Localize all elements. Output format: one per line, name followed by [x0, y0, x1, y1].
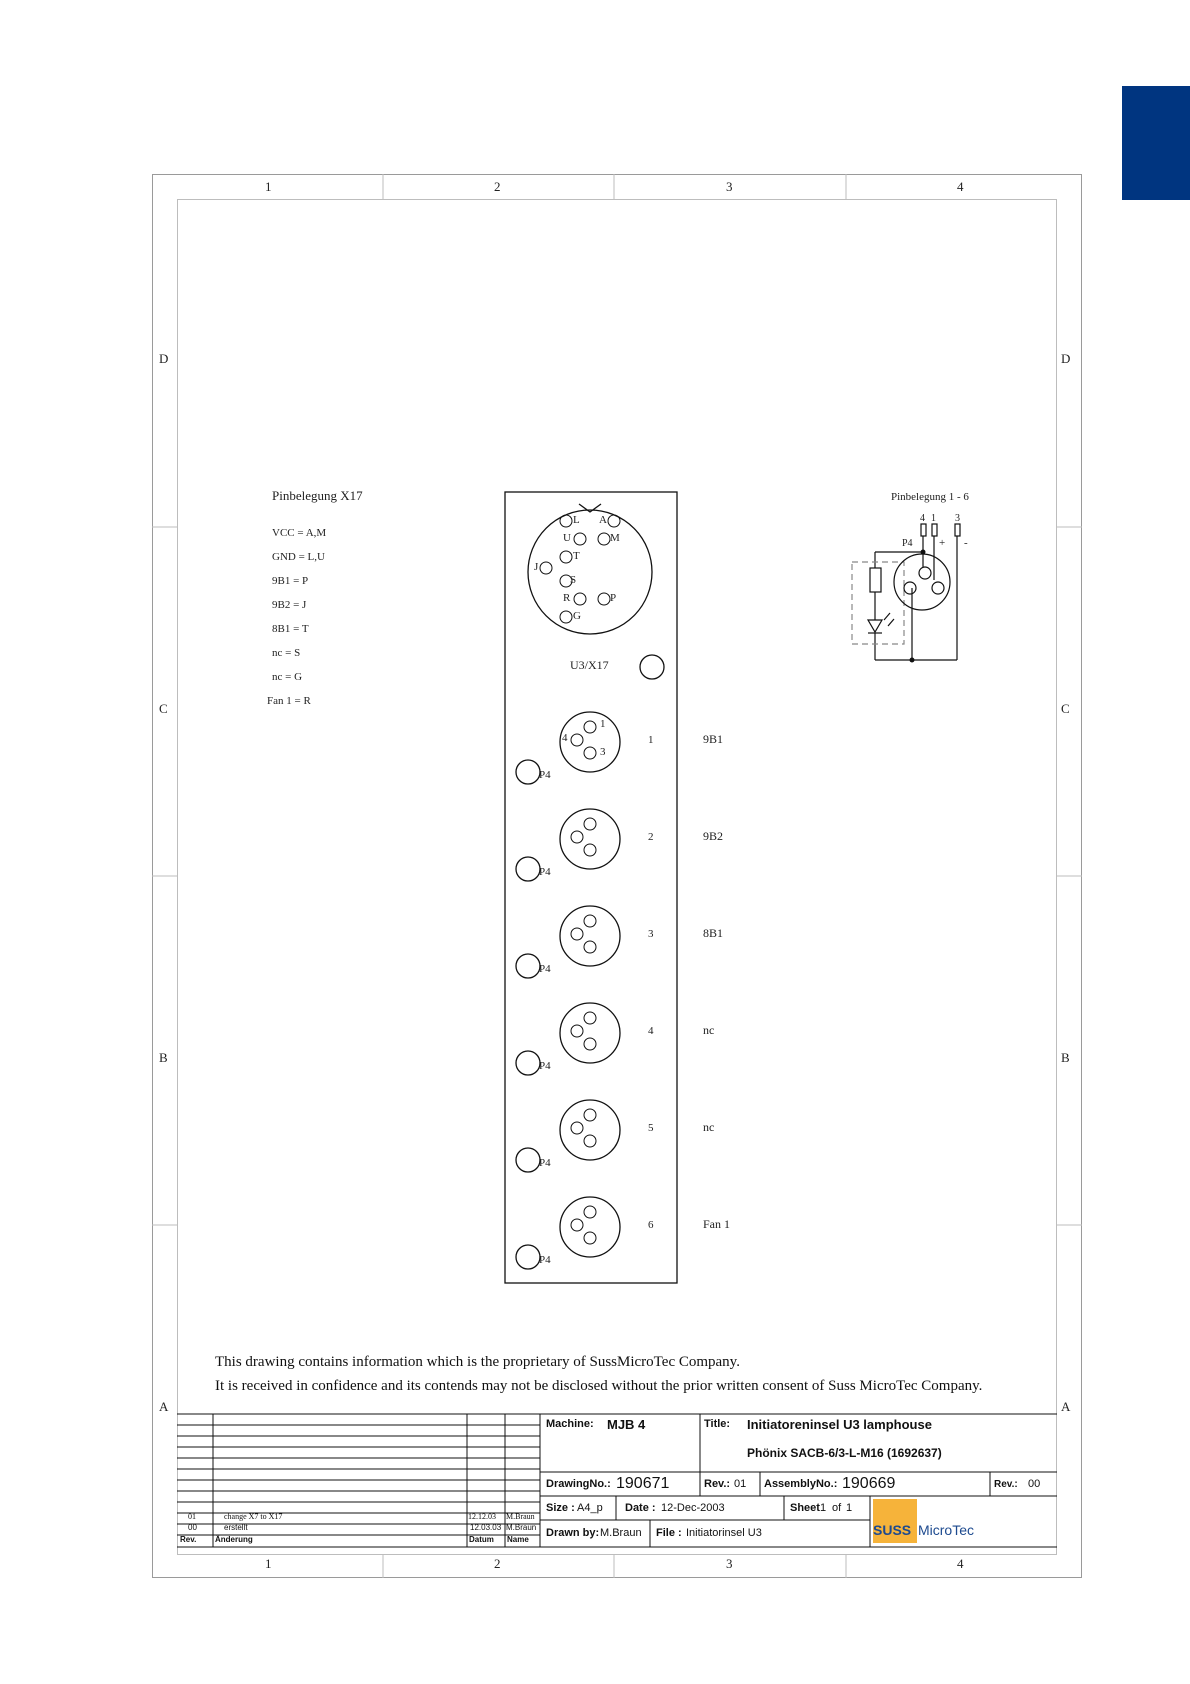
- socket-6-signal: Fan 1: [703, 1217, 730, 1231]
- socket-5-number: 5: [648, 1122, 654, 1134]
- rev-header-rev: Rev.: [180, 1535, 197, 1544]
- rev-label: Rev.:: [704, 1478, 731, 1490]
- machine-value: MJB 4: [607, 1417, 646, 1432]
- zone-col-4-top: 4: [957, 179, 964, 194]
- socket-4-signal: nc: [703, 1023, 715, 1037]
- rev-1-name: M.Braun: [506, 1512, 535, 1521]
- zone-col-2-top: 2: [494, 179, 501, 194]
- notice-line-2: It is received in confidence and its contends may not be disclosed without the prior written consent of Suss MicroTec Company.: [215, 1378, 983, 1394]
- schematic-pin-4: 4: [920, 513, 925, 524]
- title-line-1: Initiatoreninsel U3 lamphouse: [747, 1417, 932, 1432]
- socket-2-number: 2: [648, 831, 654, 843]
- zone-col-3-top: 3: [726, 179, 733, 194]
- main-pin-r: R: [563, 592, 571, 604]
- assembly-no-label: AssemblyNo.:: [764, 1478, 838, 1490]
- title-line-2: Phönix SACB-6/3-L-M16 (1692637): [747, 1446, 942, 1460]
- zone-row-d-left: D: [159, 351, 169, 366]
- rev2-value: 00: [1028, 1478, 1041, 1490]
- drawn-by-label: Drawn by:: [546, 1527, 600, 1539]
- schematic-plus: +: [939, 537, 946, 549]
- schematic-p-label: P4: [902, 538, 913, 549]
- socket-1-signal: 9B1: [703, 732, 724, 746]
- drawn-by-value: M.Braun: [600, 1527, 642, 1539]
- socket-5-p-label: P4: [539, 1157, 551, 1169]
- main-pin-u: U: [563, 532, 571, 544]
- sheet-label: Sheet: [790, 1502, 820, 1514]
- logo-suss: SUSS: [873, 1522, 912, 1538]
- schematic-minus: -: [964, 537, 968, 549]
- zone-row-c-left: C: [159, 701, 168, 716]
- socket-1-pin-3: 3: [600, 746, 606, 758]
- socket-4-number: 4: [648, 1025, 654, 1037]
- date-value: 12-Dec-2003: [661, 1502, 725, 1514]
- rev-1-rev: 01: [188, 1512, 196, 1521]
- rev-2-date: 12.03.03: [470, 1523, 502, 1532]
- main-pin-g: G: [573, 610, 581, 622]
- zone-col-3-bottom: 3: [726, 1556, 733, 1571]
- socket-1-pin-1: 1: [600, 718, 606, 730]
- size-label: Size :: [546, 1502, 575, 1514]
- pin-row-4: 9B2 = J: [272, 599, 307, 611]
- socket-6-number: 6: [648, 1219, 654, 1231]
- main-pin-s: S: [570, 574, 577, 586]
- pin-row-2: GND = L,U: [272, 551, 325, 563]
- zone-col-1-bottom: 1: [265, 1556, 272, 1571]
- zone-row-b-right: B: [1061, 1050, 1070, 1065]
- rev-1-change: change X7 to X17: [224, 1512, 283, 1521]
- pin-row-6: nc = S: [272, 647, 301, 659]
- schematic-title: Pinbelegung 1 - 6: [891, 491, 969, 503]
- socket-5-signal: nc: [703, 1120, 715, 1134]
- pin-row-5: 8B1 = T: [272, 623, 309, 635]
- zone-row-b-left: B: [159, 1050, 168, 1065]
- socket-3-signal: 8B1: [703, 926, 724, 940]
- assembly-no-value: 190669: [842, 1475, 896, 1492]
- size-value: A4_p: [577, 1502, 603, 1514]
- rev-header-date: Datum: [469, 1535, 494, 1544]
- pin-row-1: VCC = A,M: [272, 527, 327, 539]
- zone-row-c-right: C: [1061, 701, 1070, 716]
- socket-4-p-label: P4: [539, 1060, 551, 1072]
- socket-3-p-label: P4: [539, 963, 551, 975]
- rev-2-change: erstellt: [224, 1523, 248, 1532]
- rev-1-date: 12.12.03: [468, 1512, 496, 1521]
- date-label: Date :: [625, 1502, 656, 1514]
- file-label: File :: [656, 1527, 682, 1539]
- sheet-value: 1: [820, 1502, 827, 1514]
- zone-row-a-left: A: [159, 1399, 169, 1414]
- socket-1-p-label: P4: [539, 769, 551, 781]
- of-value: 1: [846, 1502, 853, 1514]
- zone-row-d-right: D: [1061, 351, 1071, 366]
- main-connector-label: U3/X17: [570, 658, 609, 672]
- zone-row-a-right: A: [1061, 1399, 1071, 1414]
- socket-1-number: 1: [648, 734, 654, 746]
- drawing-no-label: DrawingNo.:: [546, 1478, 611, 1490]
- rev2-label: Rev.:: [994, 1479, 1018, 1490]
- main-pin-l: L: [573, 514, 580, 526]
- rev-value: 01: [734, 1478, 747, 1490]
- socket-2-p-label: P4: [539, 866, 551, 878]
- main-pin-t: T: [573, 550, 580, 562]
- rev-header-name: Name: [507, 1535, 529, 1544]
- pin-table-title: Pinbelegung X17: [272, 488, 363, 503]
- notice-line-1: This drawing contains information which is the proprietary of SussMicroTec Company.: [215, 1354, 740, 1370]
- schematic-pin-3: 3: [955, 513, 960, 524]
- schematic-pin-1: 1: [931, 513, 936, 524]
- main-pin-p: P: [610, 592, 617, 604]
- drawing-no-value: 190671: [616, 1475, 670, 1492]
- main-pin-j: J: [534, 561, 539, 573]
- logo-microtec: MicroTec: [918, 1522, 975, 1538]
- pin-row-3: 9B1 = P: [272, 575, 309, 587]
- pin-row-7: nc = G: [272, 671, 303, 683]
- zone-col-4-bottom: 4: [957, 1556, 964, 1571]
- rev-2-name: M.Braun: [506, 1523, 537, 1532]
- main-pin-m: M: [610, 532, 620, 544]
- socket-6-p-label: P4: [539, 1254, 551, 1266]
- socket-1-pin-4: 4: [562, 732, 568, 744]
- pin-row-8: Fan 1 = R: [267, 695, 311, 707]
- rev-header-change: Änderung: [215, 1535, 253, 1544]
- zone-col-1-top: 1: [265, 179, 272, 194]
- socket-2-signal: 9B2: [703, 829, 724, 843]
- machine-label: Machine:: [546, 1418, 594, 1430]
- main-pin-a: A: [599, 514, 607, 526]
- rev-2-rev: 00: [188, 1523, 197, 1532]
- file-value: Initiatorinsel U3: [686, 1527, 762, 1539]
- title-label: Title:: [704, 1418, 731, 1430]
- zone-col-2-bottom: 2: [494, 1556, 501, 1571]
- socket-3-number: 3: [648, 928, 654, 940]
- of-label: of: [832, 1502, 842, 1514]
